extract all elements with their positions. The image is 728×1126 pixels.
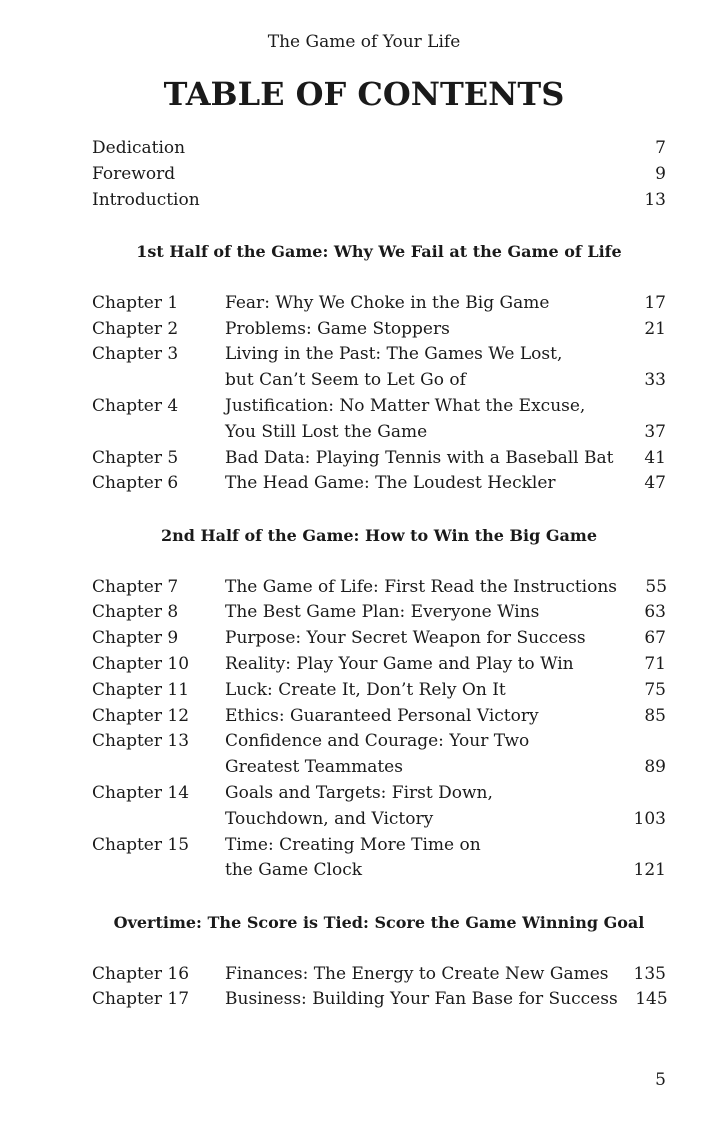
toc-entry[interactable] (92, 575, 666, 601)
chapter-title: Justification: No Matter What the Excuse, (225, 395, 586, 416)
chapter-label: Chapter 9 (92, 628, 179, 649)
entry-label: Foreword (92, 163, 176, 184)
chapter-page-number (616, 781, 666, 807)
chapter-label: Chapter 2 (92, 318, 179, 339)
chapter-title: Bad Data: Playing Tennis with a Baseball Bat (225, 447, 614, 468)
chapter-label (92, 755, 225, 781)
chapter-label: Chapter 4 (92, 395, 179, 416)
chapter-title: the Game Clock (225, 860, 363, 881)
toc-entry[interactable] (92, 368, 666, 394)
toc-entry[interactable] (92, 729, 666, 755)
toc-entry[interactable] (92, 807, 666, 833)
chapter-title: Business: Building Your Fan Base for Success (225, 989, 618, 1010)
toc-entry[interactable] (92, 136, 666, 162)
chapter-page-number (616, 342, 666, 368)
chapter-title: Goals and Targets: First Down, (225, 782, 493, 803)
chapter-title: Living in the Past: The Games We Lost, (225, 344, 563, 365)
chapter-page-number: 85 (644, 705, 666, 726)
toc-entry[interactable] (92, 188, 666, 214)
running-header: The Game of Your Life (267, 32, 461, 52)
toc-entry[interactable] (92, 987, 666, 1013)
chapter-label: Chapter 16 (92, 963, 190, 984)
toc-entry[interactable] (92, 652, 666, 678)
toc-entry[interactable] (92, 471, 666, 497)
toc-entry[interactable] (92, 858, 666, 884)
spacer (92, 213, 666, 239)
chapter-page-number (616, 729, 666, 755)
chapter-label (92, 368, 225, 394)
entry-page-number: 7 (655, 138, 666, 158)
chapter-label: Chapter 7 (92, 576, 179, 597)
chapter-label: Chapter 12 (92, 705, 190, 726)
chapter-page-number: 33 (644, 370, 666, 391)
toc-entry[interactable] (92, 833, 666, 859)
chapter-title: You Still Lost the Game (225, 421, 428, 442)
chapter-label (92, 807, 225, 833)
chapter-title: Purpose: Your Secret Weapon for Success (225, 628, 586, 649)
toc-entry[interactable] (92, 600, 666, 626)
toc-entry[interactable] (92, 394, 666, 420)
chapter-page-number: 145 (635, 989, 668, 1010)
chapter-title: The Game of Life: First Read the Instructions (225, 576, 618, 597)
toc-entry[interactable] (92, 162, 666, 188)
spacer (92, 265, 666, 291)
chapter-title: The Best Game Plan: Everyone Wins (225, 602, 540, 623)
chapter-page-number: 37 (644, 421, 666, 442)
section-heading: Overtime: The Score is Tied: Score the Game Winning Goal (113, 912, 645, 932)
spacer (92, 549, 666, 575)
chapter-label (92, 420, 225, 446)
chapter-page-number: 55 (645, 576, 668, 597)
chapter-page-number: 103 (633, 808, 666, 829)
chapter-title: Touchdown, and Victory (225, 808, 434, 829)
chapter-label: Chapter 15 (92, 834, 190, 855)
entry-label: Dedication (92, 138, 186, 158)
spacer (92, 497, 666, 523)
toc-entry[interactable] (92, 755, 666, 781)
toc-entry[interactable] (92, 446, 666, 472)
section-heading: 1st Half of the Game: Why We Fail at the Game of Life (136, 242, 622, 262)
chapter-title: Time: Creating More Time on (225, 834, 481, 855)
chapter-label: Chapter 1 (92, 292, 179, 313)
chapter-page-number (616, 394, 666, 420)
chapter-title: but Can’t Seem to Let Go of (225, 370, 466, 391)
chapter-title: Confidence and Courage: Your Two (225, 731, 530, 752)
chapter-page-number: 41 (644, 447, 666, 468)
chapter-title: The Head Game: The Loudest Heckler (225, 473, 556, 494)
toc-entry[interactable] (92, 317, 666, 343)
table-of-contents (92, 136, 666, 1013)
chapter-title: Finances: The Energy to Create New Games (225, 963, 609, 984)
chapter-page-number: 17 (644, 292, 666, 313)
chapter-label: Chapter 8 (92, 602, 179, 623)
page-title: TABLE OF CONTENTS (163, 75, 565, 113)
toc-entry[interactable] (92, 342, 666, 368)
chapter-page-number: 47 (644, 473, 666, 494)
chapter-label: Chapter 17 (92, 989, 190, 1010)
chapter-title: Greatest Teammates (225, 757, 403, 778)
entry-label: Introduction (92, 189, 200, 210)
chapter-label: Chapter 5 (92, 447, 179, 468)
chapter-page-number: 135 (633, 963, 666, 984)
page-number: 5 (655, 1070, 666, 1090)
toc-entry[interactable] (92, 704, 666, 730)
chapter-title: Luck: Create It, Don’t Rely On It (225, 679, 506, 700)
chapter-label (92, 858, 225, 884)
chapter-label: Chapter 10 (92, 653, 190, 674)
entry-page-number: 9 (655, 163, 666, 184)
toc-entry[interactable] (92, 626, 666, 652)
chapter-label: Chapter 3 (92, 344, 179, 365)
chapter-page-number (616, 833, 666, 859)
chapter-page-number: 67 (644, 628, 666, 649)
toc-entry[interactable] (92, 291, 666, 317)
toc-entry[interactable] (92, 420, 666, 446)
spacer (92, 936, 666, 962)
chapter-page-number: 89 (644, 757, 666, 778)
chapter-page-number: 63 (644, 602, 666, 623)
chapter-title: Fear: Why We Choke in the Big Game (225, 292, 550, 313)
chapter-page-number: 121 (633, 860, 666, 881)
spacer (92, 884, 666, 910)
chapter-label: Chapter 6 (92, 473, 179, 494)
chapter-label: Chapter 14 (92, 782, 190, 803)
chapter-label: Chapter 11 (92, 679, 190, 700)
chapter-page-number: 71 (644, 653, 666, 674)
toc-entry[interactable] (92, 781, 666, 807)
chapter-page-number: 75 (644, 679, 666, 700)
entry-page-number: 13 (644, 189, 666, 210)
chapter-label: Chapter 13 (92, 731, 190, 752)
chapter-title: Problems: Game Stoppers (225, 318, 450, 339)
chapter-title: Ethics: Guaranteed Personal Victory (225, 705, 539, 726)
toc-entry[interactable] (92, 678, 666, 704)
toc-entry[interactable] (92, 962, 666, 988)
chapter-page-number: 21 (644, 318, 666, 339)
section-heading: 2nd Half of the Game: How to Win the Big Game (160, 525, 598, 545)
chapter-title: Reality: Play Your Game and Play to Win (225, 653, 574, 674)
